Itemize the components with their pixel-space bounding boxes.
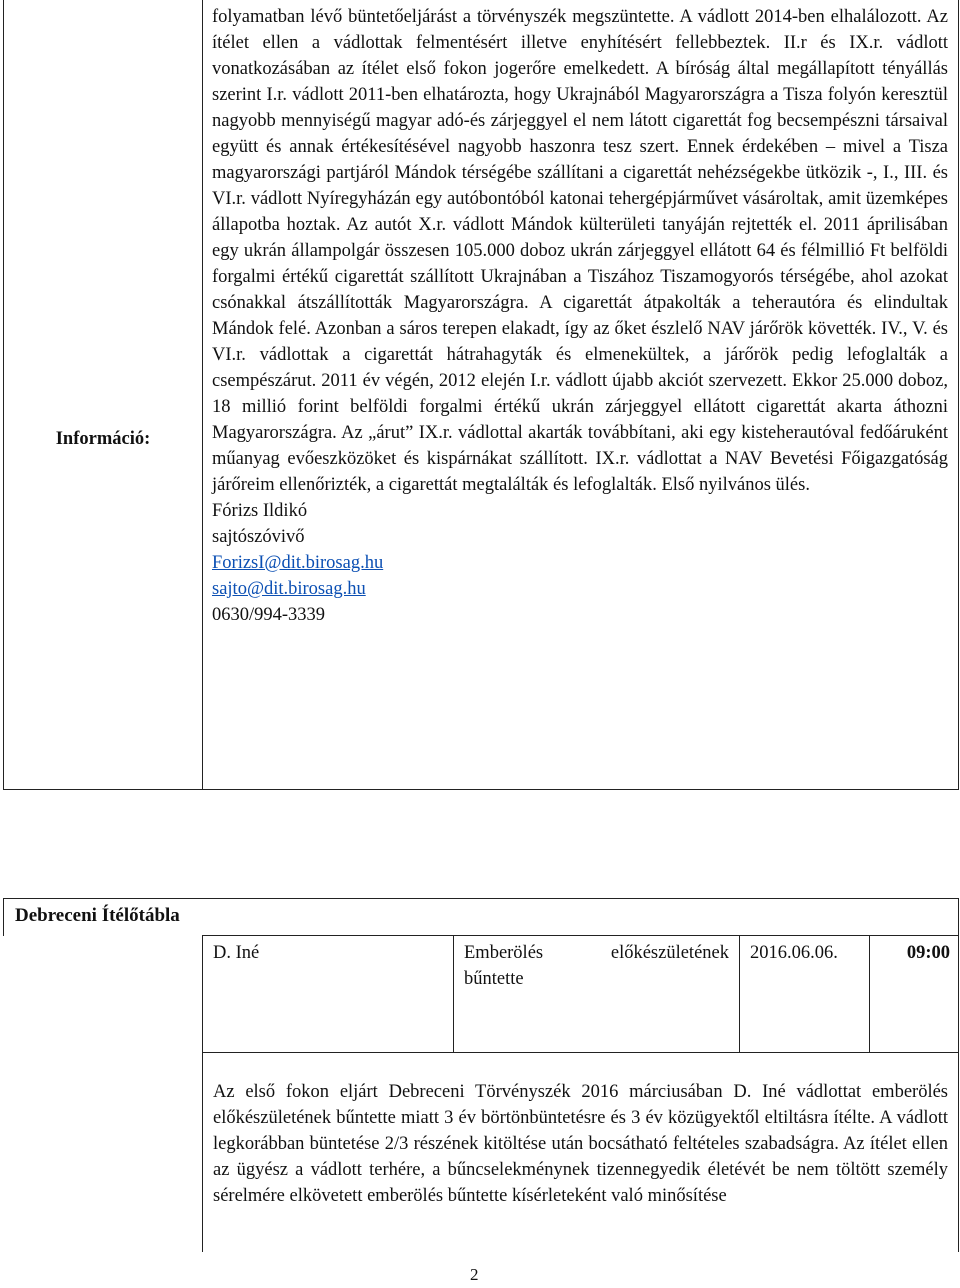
contact-role: sajtószóvivő	[212, 527, 305, 547]
hearing-date: 2016.06.06.	[740, 936, 870, 1052]
information-table	[3, 0, 959, 790]
information-label: Információ:	[55, 428, 151, 449]
court-name: Debreceni Ítélőtábla	[15, 905, 180, 926]
information-content-cell	[203, 0, 958, 789]
information-label-cell	[4, 0, 203, 789]
contact-name: Fórizs Ildikó	[212, 501, 308, 521]
contact-block	[212, 498, 948, 628]
case-row	[202, 935, 959, 1053]
contact-email-link[interactable]: ForizsI@dit.birosag.hu	[212, 553, 384, 573]
page-number: 2	[470, 1265, 479, 1284]
hearing-time: 09:00	[906, 943, 950, 963]
court-header-table	[3, 898, 959, 936]
case-summary-table	[202, 1052, 959, 1252]
case-charge: Emberölés előkészületének bűntette	[454, 936, 740, 1052]
case-summary: Az első fokon eljárt Debreceni Törvényszék 2016 márciusában D. Iné vádlottat emberölés előkészületének bűntette miatt 3 év börtönbüntetésre és 3 év közügyektől eltiltásra ítélte. A vádlott legkorábban büntetése 2/3 részének kitöltése után bocsátható feltételes szabadságra. Az ítélet ellen az ügyész a vádlott terhére, a bűncselekménynek tizennegyedik életévét be nem töltött személy sérelmére elkövetett emberölés bűntette kísérleteként való minősítése	[213, 1082, 948, 1206]
case-description: folyamatban lévő büntetőeljárást a törvényszék megszüntette. A vádlott 2014-ben elhalálozott. Az ítélet ellen a vádlottak felmentésért illetve enyhítésért fellebbeztek. II.r és IX.r. vádlott vonatkozásában az ítélet első fokon jogerőre emelkedett. A bíróság által megállapított tényállás szerint I.r. vádlott 2011-ben elhatározta, hogy Ukrajnából Magyarországra a Tisza folyón keresztül nagyobb mennyiségű magyar adó-és zárjeggyel el nem látott cigarettát fog becsempészni társaival együtt és annak értékesítésével nagyobb haszonra tesz szert. Ennek érdekében – mivel a Tisza magyarországi partjáról Mándok térségébe szállítani a cigarettát nehézségekbe ütközik -, I., III. és VI.r. vádlott Nyíregyházán egy autóbontóból katonai tehergépjárművet vásároltak, amit üzemképes állapotba hoztak. Az autót X.r. vádlott Mándok külterületi tanyáján rejtették el. 2011 áprilisában egy ukrán állampolgár összesen 105.000 doboz ukrán zárjeggyel ellátott 64 és félmillió Ft belföldi forgalmi értékű cigarettát szállított Ukrajnában a Tiszához Tiszamogyorós térségébe, ahol azokat csónakkal átszállították Magyarországra. A cigarettát átpakolták a teherautóra és elindultak Mándok felé. Azonban a sáros terepen elakadt, így az őket észlelő NAV járőrök követték. IV., V. és VI.r. vádlottak a cigarettát hátrahagyták és elmenekültek, a járőrök pedig lefoglalták a csempészárut. 2011 év végén, 2012 elején I.r. vádlott újabb akciót szervezett. Ekkor 25.000 doboz, 18 millió forint belföldi forgalmi értékű ukrán zárjeggyel ellátott cigarettát akarta áthozni Magyarországra. Az „árut” IX.r. vádlottal akarták továbbítani, aki egy kisteherautóval fedőáruként műanyag evőeszközöket és kispárnákat szállított. IX.r. vádlottat a NAV Bevetési Főigazgatóság járőreim ellenőrizték, a cigarettát megtalálták és lefoglalták. Első nyilvános ülés.	[212, 7, 948, 495]
defendant-name: D. Iné	[203, 936, 454, 1052]
contact-phone: 0630/994-3339	[212, 605, 326, 625]
press-email-link[interactable]: sajto@dit.birosag.hu	[212, 579, 366, 599]
